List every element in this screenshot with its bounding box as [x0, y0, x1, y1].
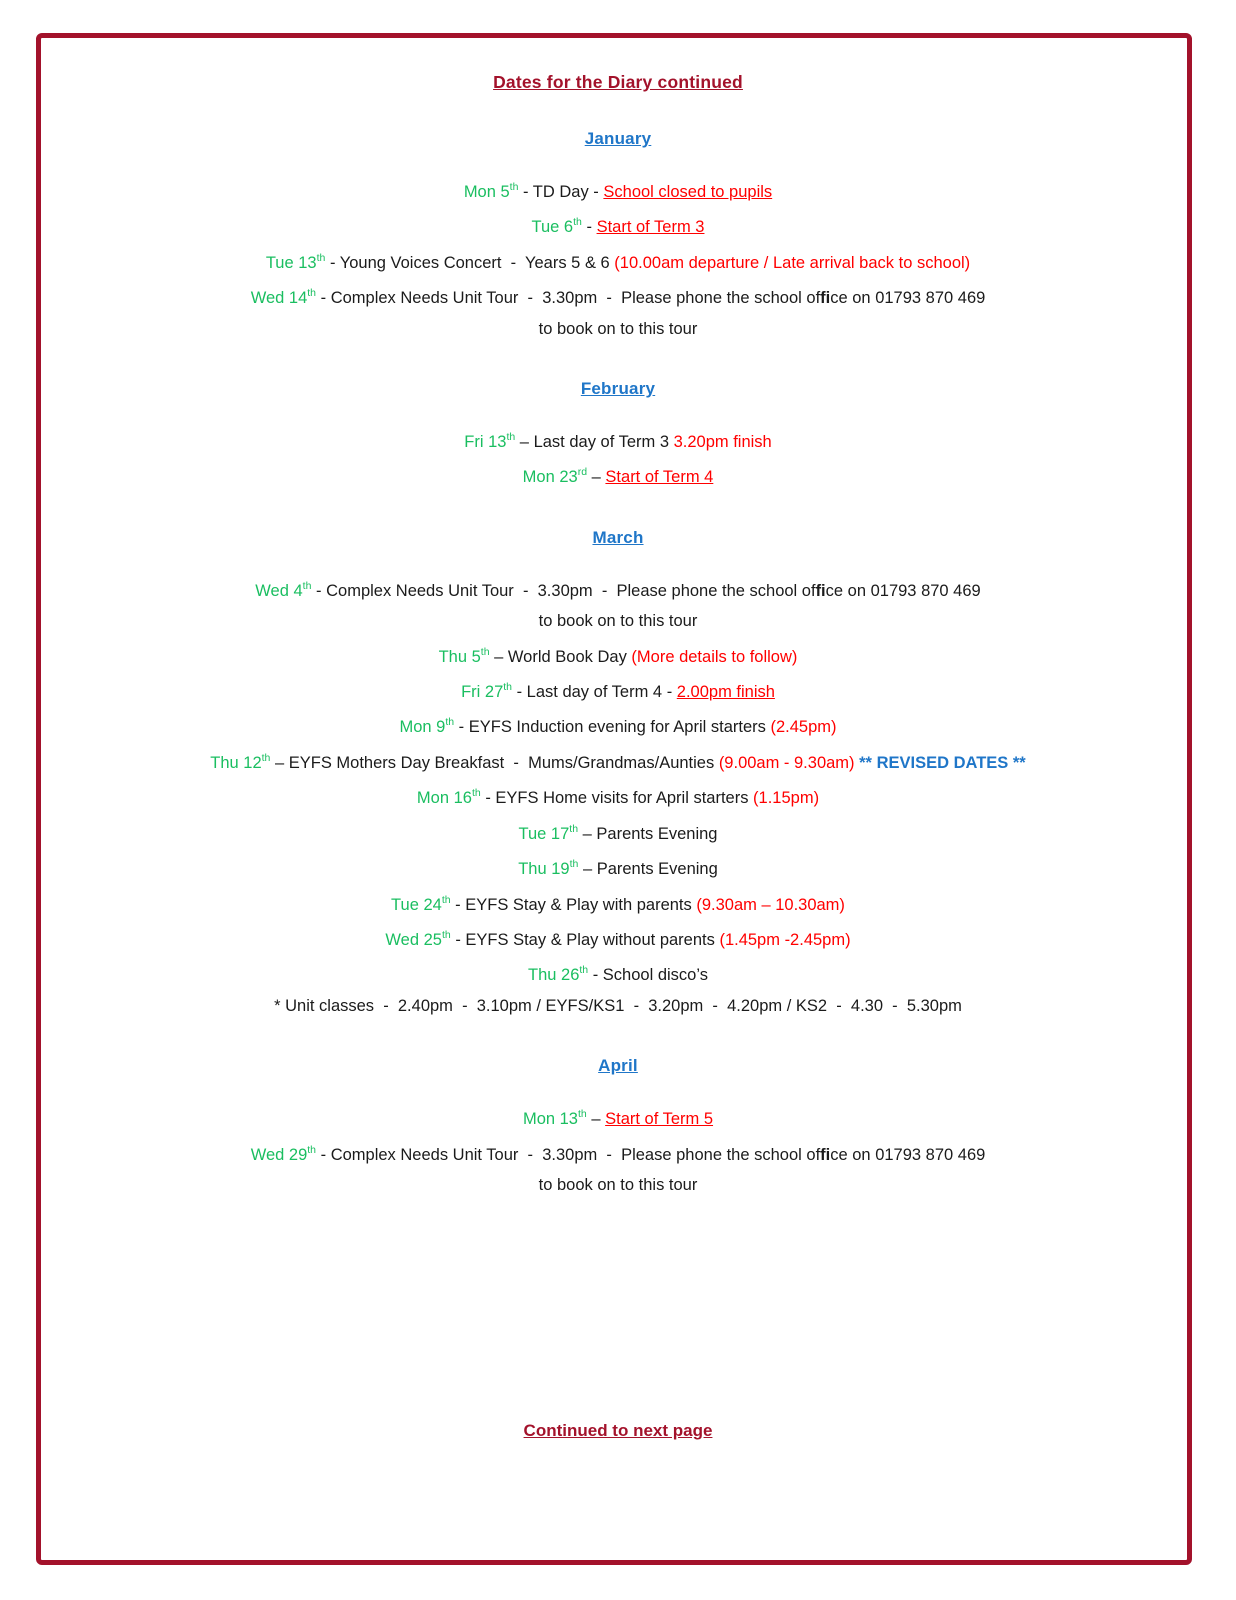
- text-segment: th: [579, 964, 589, 977]
- text-segment: Start of Term 3: [596, 218, 705, 237]
- text-segment: – Parents Evening: [578, 824, 718, 843]
- text-segment: ce on 01793 870 469: [830, 289, 986, 308]
- text-segment: ** REVISED DATES **: [859, 753, 1026, 772]
- text-segment: -: [581, 218, 597, 237]
- text-segment: - EYFS Stay & Play without parents: [450, 930, 720, 949]
- text-segment: Thu 5: [438, 647, 481, 666]
- text-segment: Tue 6: [531, 218, 574, 237]
- text-segment: (9.30am – 10.30am): [696, 895, 845, 914]
- event-line: [60, 278, 1176, 313]
- event-line: [60, 637, 1176, 672]
- text-segment: Mon 13: [522, 1110, 578, 1129]
- event-line: [60, 172, 1176, 207]
- event-line: [60, 314, 1176, 344]
- page-title: Dates for the Diary continued: [493, 72, 743, 92]
- text-segment: - EYFS Home visits for April starters: [480, 789, 754, 808]
- text-segment: Fri 13: [464, 433, 507, 452]
- text-segment: - TD Day -: [518, 183, 604, 201]
- text-segment: Mon 23: [522, 468, 578, 487]
- text-segment: to book on to this tour: [538, 1175, 698, 1194]
- text-segment: to book on to this tour: [538, 319, 698, 338]
- text-segment: th: [302, 579, 312, 592]
- text-segment: th: [569, 822, 579, 835]
- text-segment: School closed to pupils: [603, 183, 773, 201]
- text-segment: ce on 01793 870 469: [830, 1145, 986, 1164]
- text-segment: th: [471, 787, 481, 800]
- text-segment: Tue 24: [391, 895, 442, 914]
- text-segment: Wed 25: [385, 930, 442, 949]
- text-segment: th: [441, 893, 451, 906]
- text-segment: Fri 27: [461, 683, 504, 702]
- text-segment: - EYFS Induction evening for April starters: [454, 718, 771, 737]
- event-line: [60, 991, 1176, 1021]
- text-segment: th: [307, 287, 317, 300]
- text-segment: Mon 16: [416, 789, 472, 808]
- text-segment: – EYFS Mothers Day Breakfast - Mums/Grandmas/Aunties: [270, 753, 719, 772]
- text-segment: (1.45pm -2.45pm): [719, 930, 851, 949]
- event-line: [60, 885, 1176, 920]
- text-segment: (More details to follow): [631, 647, 798, 666]
- text-segment: th: [509, 181, 519, 193]
- event-line: [60, 207, 1176, 242]
- text-segment: th: [573, 216, 582, 229]
- text-segment: Start of Term 5: [605, 1110, 714, 1129]
- text-segment: fi: [820, 1145, 831, 1164]
- text-segment: th: [316, 251, 326, 264]
- text-segment: – Last day of Term 3: [515, 433, 674, 452]
- event-line: [60, 672, 1176, 707]
- text-segment: –: [586, 1110, 606, 1129]
- text-segment: –: [587, 468, 606, 487]
- month-heading-april: April: [598, 1056, 638, 1076]
- text-segment: Wed 14: [250, 289, 308, 308]
- event-line: [60, 1099, 1176, 1134]
- text-segment: th: [307, 1143, 317, 1156]
- text-segment: - Complex Needs Unit Tour - 3.30pm - Please phone the school of: [311, 581, 816, 600]
- text-segment: ce on 01793 870 469: [825, 581, 981, 600]
- diary-sections: [60, 124, 1176, 1200]
- text-segment: - Complex Needs Unit Tour - 3.30pm - Please phone the school of: [316, 289, 821, 308]
- text-segment: fi: [815, 581, 826, 600]
- text-segment: rd: [577, 466, 588, 479]
- text-segment: - School disco’s: [588, 966, 708, 985]
- text-segment: Thu 12: [210, 753, 262, 772]
- text-segment: * Unit classes - 2.40pm - 3.10pm / EYFS/KS1 - 3.20pm - 4.20pm / KS2 - 4.30 - 5.30pm: [274, 996, 962, 1015]
- text-segment: th: [578, 1108, 587, 1121]
- page-content: [60, 0, 1176, 1200]
- text-segment: Wed 29: [250, 1145, 308, 1164]
- month-heading-january: January: [584, 129, 652, 148]
- event-line: [60, 849, 1176, 884]
- text-segment: – Parents Evening: [578, 860, 718, 879]
- text-segment: (9.00am - 9.30am): [718, 753, 855, 772]
- text-segment: - Complex Needs Unit Tour - 3.30pm - Please phone the school of: [316, 1145, 821, 1164]
- text-segment: Tue 13: [265, 253, 317, 272]
- text-segment: (1.15pm): [753, 789, 820, 808]
- text-segment: to book on to this tour: [538, 612, 698, 631]
- event-line: [60, 571, 1176, 606]
- text-segment: th: [441, 928, 451, 941]
- event-line: [60, 743, 1176, 778]
- text-segment: - Young Voices Concert - Years 5 & 6: [325, 253, 615, 272]
- event-line: [60, 920, 1176, 955]
- event-line: [60, 457, 1176, 492]
- event-line: [60, 707, 1176, 742]
- text-segment: Thu 19: [518, 860, 570, 879]
- text-segment: th: [480, 645, 490, 658]
- text-segment: th: [261, 751, 271, 764]
- text-segment: Mon 9: [399, 718, 446, 737]
- event-line: [60, 955, 1176, 990]
- event-line: [60, 422, 1176, 457]
- event-line: [60, 1170, 1176, 1200]
- event-line: [60, 814, 1176, 849]
- event-line: [60, 1135, 1176, 1170]
- text-segment: Wed 4: [255, 581, 303, 600]
- text-segment: 2.00pm finish: [676, 683, 775, 702]
- text-segment: 3.20pm finish: [673, 433, 772, 452]
- text-segment: Mon 5: [463, 183, 510, 201]
- text-segment: (10.00am departure / Late arrival back to school): [614, 253, 971, 272]
- month-heading-february: February: [580, 379, 656, 399]
- text-segment: th: [569, 858, 579, 871]
- text-segment: - Last day of Term 4 -: [512, 683, 677, 702]
- text-segment: (2.45pm): [770, 718, 837, 737]
- text-segment: fi: [820, 289, 831, 308]
- text-segment: Tue 17: [518, 824, 570, 843]
- text-segment: th: [503, 681, 513, 694]
- event-line: [60, 243, 1176, 278]
- text-segment: Thu 26: [528, 966, 580, 985]
- month-heading-march: March: [592, 527, 644, 547]
- event-line: [60, 606, 1176, 636]
- text-segment: th: [506, 431, 516, 444]
- text-segment: - EYFS Stay & Play with parents: [450, 895, 697, 914]
- text-segment: th: [445, 716, 455, 729]
- event-line: [60, 778, 1176, 813]
- text-segment: – World Book Day: [489, 647, 632, 666]
- text-segment: Start of Term 4: [605, 468, 714, 487]
- footer-continued-note: Continued to next page: [523, 1421, 713, 1440]
